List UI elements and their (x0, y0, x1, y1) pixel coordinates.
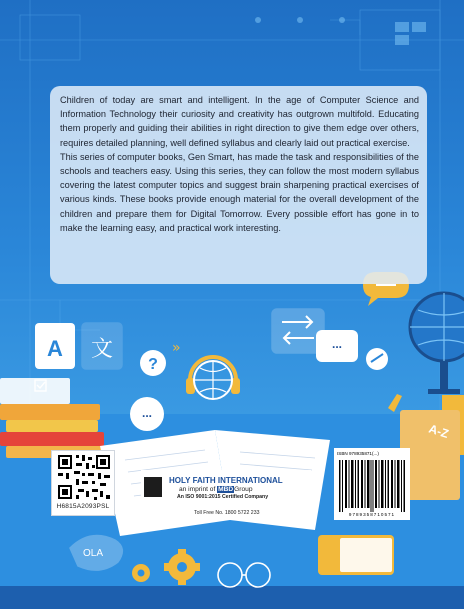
publisher-block (141, 470, 311, 520)
question-bubble (140, 350, 166, 376)
language-card-a-letter: A (47, 336, 63, 361)
ribbon-label: OLA (82, 548, 104, 559)
svg-text:...: ... (331, 337, 343, 351)
publisher-imprint (179, 486, 253, 493)
description-paragraph-2: This series of computer books, Gen Smart, has made the task and responsibilities of the schools and teachers easy. Using this series, they can follow the most modern syllabus covering the latest computer topics and suggest brain sharpening practical exercises of various kinds. These books provide enough material for the overall development of the children and prepare them for Digital Tomorrow. Every possible effort has gone in to make the learning easy, and practical work interesting. (60, 151, 419, 233)
chat-icon (366, 348, 388, 370)
publisher-iso: An ISO 9001:2015 Certified Company (177, 494, 269, 500)
imprint-brand: MBD (218, 486, 234, 493)
clipboard-label: A-Z (427, 421, 451, 442)
barcode-bars (339, 460, 405, 512)
speech-bubble-left (130, 397, 164, 431)
barcode-number: 9789358710571 (348, 512, 396, 517)
qr-pattern (52, 451, 116, 503)
chevron-icon: » (172, 340, 181, 356)
language-card-a (35, 323, 75, 369)
publisher-logo-icon (144, 477, 162, 497)
qr-caption: H6815A2093PSL (56, 503, 110, 510)
speech-bubble-right (316, 330, 358, 362)
pencil (388, 394, 402, 412)
publisher-toll-free: Toll Free No. 1800 5722 233 (194, 510, 260, 516)
description-panel (50, 86, 427, 284)
svg-text:...: ... (141, 406, 153, 420)
language-card-chinese-char: 文 (90, 337, 114, 362)
book-stack (0, 378, 104, 458)
imprint-prefix: an imprint of (179, 486, 216, 493)
question-mark: ? (148, 356, 158, 373)
imprint-suffix: Group (234, 486, 253, 493)
isbn-barcode (334, 448, 410, 520)
ribbon (70, 536, 122, 571)
publisher-name: HOLY FAITH INTERNATIONAL (169, 476, 283, 485)
description-paragraph-1: Children of today are smart and intelligent. In the age of Computer Science and Information Technology their curiosity and creativity has outgrown multifold. Educating them properly and guiding their abilities in right direction to give them edge over others, requires detailed planning, well defined syllabus and clearly laid out practical exercise. (60, 95, 419, 148)
floor-strip (0, 586, 464, 609)
language-card-chinese (82, 323, 122, 369)
globe-stand-icon (410, 293, 464, 394)
barcode-top-text: ISBN 978935871(...) (337, 451, 379, 456)
